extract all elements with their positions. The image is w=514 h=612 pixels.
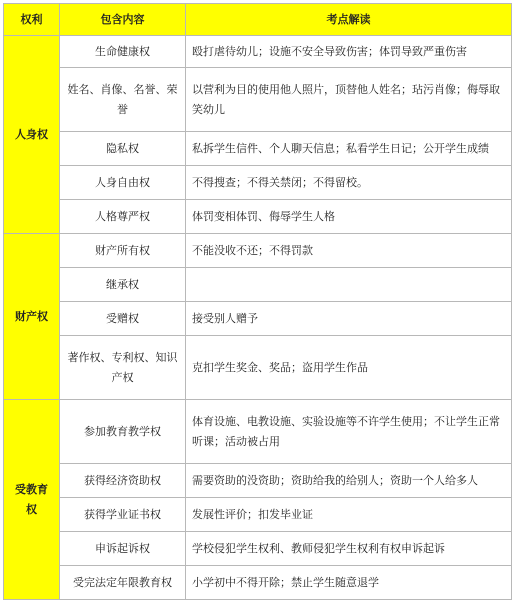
- interpretation-cell: 殴打虐待幼儿；设施不安全导致伤害；体罚导致严重伤害: [186, 36, 512, 68]
- table-row: [4, 36, 512, 68]
- category-personal-rights: 人身权: [4, 36, 60, 234]
- table-row: [4, 68, 512, 132]
- interpretation-cell: 需要资助的没资助；资助给我的给别人；资助一个人给多人: [186, 464, 512, 498]
- category-property-rights: 财产权: [4, 234, 60, 400]
- interpretation-cell: 发展性评价；扣发毕业证: [186, 498, 512, 532]
- rights-table: [3, 3, 512, 600]
- table-row: [4, 566, 512, 600]
- interpretation-cell: 不能没收不还；不得罚款: [186, 234, 512, 268]
- table-row: [4, 498, 512, 532]
- content-cell: 生命健康权: [60, 36, 186, 68]
- table-row: [4, 336, 512, 400]
- content-cell: 受完法定年限教育权: [60, 566, 186, 600]
- interpretation-cell: 体育设施、电教设施、实验设施等不许学生使用；不让学生正常听课；活动被占用: [186, 400, 512, 464]
- content-cell: 人格尊严权: [60, 200, 186, 234]
- content-cell: 申诉起诉权: [60, 532, 186, 566]
- content-cell: 获得经济资助权: [60, 464, 186, 498]
- interpretation-cell: 克扣学生奖金、奖品；盗用学生作品: [186, 336, 512, 400]
- interpretation-cell: 接受别人赠予: [186, 302, 512, 336]
- table-row: [4, 400, 512, 464]
- table-row: [4, 302, 512, 336]
- content-cell: 著作权、专利权、知识产权: [60, 336, 186, 400]
- interpretation-cell: 以营利为目的使用他人照片，顶替他人姓名；玷污肖像；侮辱取笑幼儿: [186, 68, 512, 132]
- table-row: [4, 268, 512, 302]
- interpretation-cell: 私拆学生信件、个人聊天信息；私看学生日记；公开学生成绩: [186, 132, 512, 166]
- content-cell: 受赠权: [60, 302, 186, 336]
- table-row: [4, 532, 512, 566]
- content-cell: 继承权: [60, 268, 186, 302]
- content-cell: 姓名、肖像、名誉、荣誉: [60, 68, 186, 132]
- header-interpretation: 考点解读: [186, 4, 512, 36]
- content-cell: 人身自由权: [60, 166, 186, 200]
- table-row: [4, 234, 512, 268]
- header-rights: 权利: [4, 4, 60, 36]
- content-cell: 参加教育教学权: [60, 400, 186, 464]
- table-row: [4, 132, 512, 166]
- content-cell: 财产所有权: [60, 234, 186, 268]
- interpretation-cell: [186, 268, 512, 302]
- interpretation-cell: 小学初中不得开除；禁止学生随意退学: [186, 566, 512, 600]
- table-row: [4, 166, 512, 200]
- header-row: [4, 4, 512, 36]
- content-cell: 隐私权: [60, 132, 186, 166]
- content-cell: 获得学业证书权: [60, 498, 186, 532]
- header-content: 包含内容: [60, 4, 186, 36]
- interpretation-cell: 体罚变相体罚、侮辱学生人格: [186, 200, 512, 234]
- table-row: [4, 200, 512, 234]
- table-row: [4, 464, 512, 498]
- interpretation-cell: 不得搜查；不得关禁闭；不得留校。: [186, 166, 512, 200]
- interpretation-cell: 学校侵犯学生权利、教师侵犯学生权利有权申诉起诉: [186, 532, 512, 566]
- category-education-rights: 受教育权: [4, 400, 60, 600]
